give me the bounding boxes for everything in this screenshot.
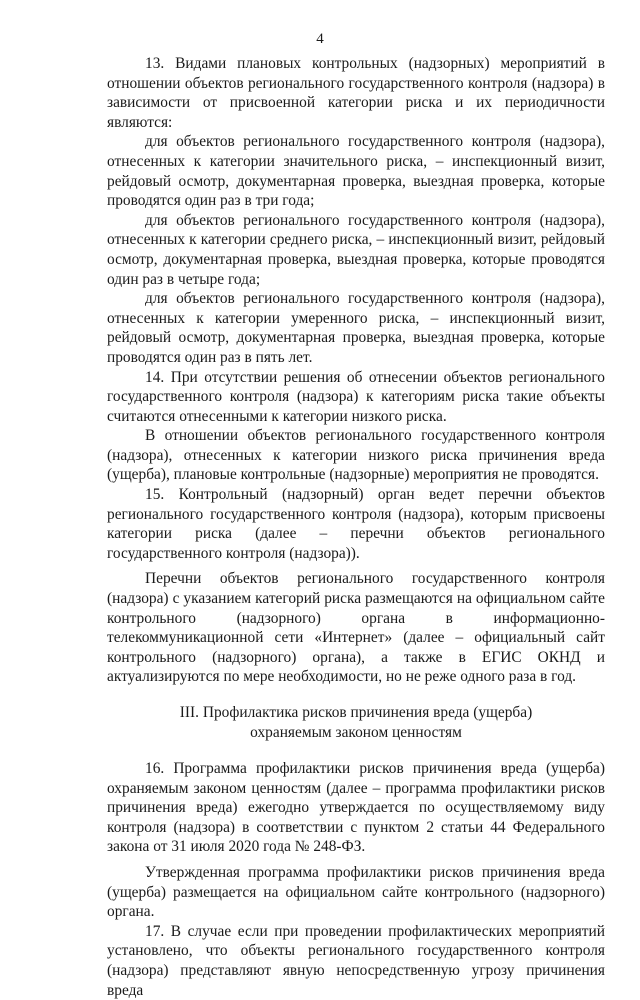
paragraph-14: 14. При отсутствии решения об отнесении объектов регионального государственного контроля (надзора) к категориям риска такие объекты считаются отнесенными к категории низкого риска. [107, 368, 605, 425]
section-heading [107, 703, 605, 743]
paragraph-13: 13. Видами плановых контрольных (надзорных) мероприятий в отношении объектов регионального государственного контроля (надзора) в зависимости от присвоенной категории риска и их периодичности являются: [107, 55, 605, 131]
paragraph-significant-risk: для объектов регионального государственного контроля (надзора), отнесенных к категории значительного риска, – инспекционный визит, рейдовый осмотр, документарная проверка, выездная проверка, которые проводятся один раз в три года; [107, 133, 605, 210]
paragraph-moderate-risk: для объектов регионального государственного контроля (надзора), отнесенных к категории умеренного риска, – инспекционный визит, рейдовый осмотр, документарная проверка, выездная проверка, которые проводятся один раз в пять лет. [107, 290, 605, 366]
paragraph-low-risk: В отношении объектов регионального государственного контроля (надзора), отнесенных к категории низкого риска причинения вреда (ущерба), плановые контрольные (надзорные) мероприятия не проводятся. [107, 427, 605, 484]
paragraph-program-publication: Утвержденная программа профилактики рисков причинения вреда (ущерба) размещается на официальном сайте контрольного (надзорного) органа. [107, 863, 605, 921]
paragraph-lists-publication: Перечни объектов регионального государственного контроля (надзора) с указанием категорий риска размещаются на официальном сайте контрольного (надзорного) органа в информационно-телекоммуникационной сети «Интернет» (далее – официальный сайт контрольного (надзорного) органа), а также в ЕГИС ОКНД и актуализируются по мере необходимости, но не реже одного раза в год. [107, 570, 605, 686]
page-number: 4 [316, 31, 324, 47]
section-heading-line-2: охраняемым законом ценностям [250, 724, 462, 741]
paragraph-16: 16. Программа профилактики рисков причинения вреда (ущерба) охраняемым законом ценностям (далее – программа профилактики рисков причинения вреда) ежегодно утверждается по осуществляемому виду контроля (надзора) в соответствии с пунктом 2 статьи 44 Федерального закона от 31 июля 2020 года № 248-ФЗ. [107, 760, 605, 856]
document-body [107, 54, 605, 1000]
paragraph-15: 15. Контрольный (надзорный) орган ведет перечни объектов регионального государственного контроля (надзора), которым присвоены категории риска (далее – перечни объектов регионального государственного контроля (надзора)). [107, 486, 605, 562]
section-heading-line-1: III. Профилактика рисков причинения вреда (ущерба) [179, 704, 533, 721]
paragraph-17: 17. В случае если при проведении профилактических мероприятий установлено, что объекты регионального государственного контроля (надзора) представляют явную непосредственную угрозу причинения вреда [107, 922, 605, 999]
paragraph-medium-risk: для объектов регионального государственного контроля (надзора), отнесенных к категории среднего риска, – инспекционный визит, рейдовый осмотр, документарная проверка, выездная проверка, которые проводятся один раз в четыре года; [107, 211, 605, 288]
